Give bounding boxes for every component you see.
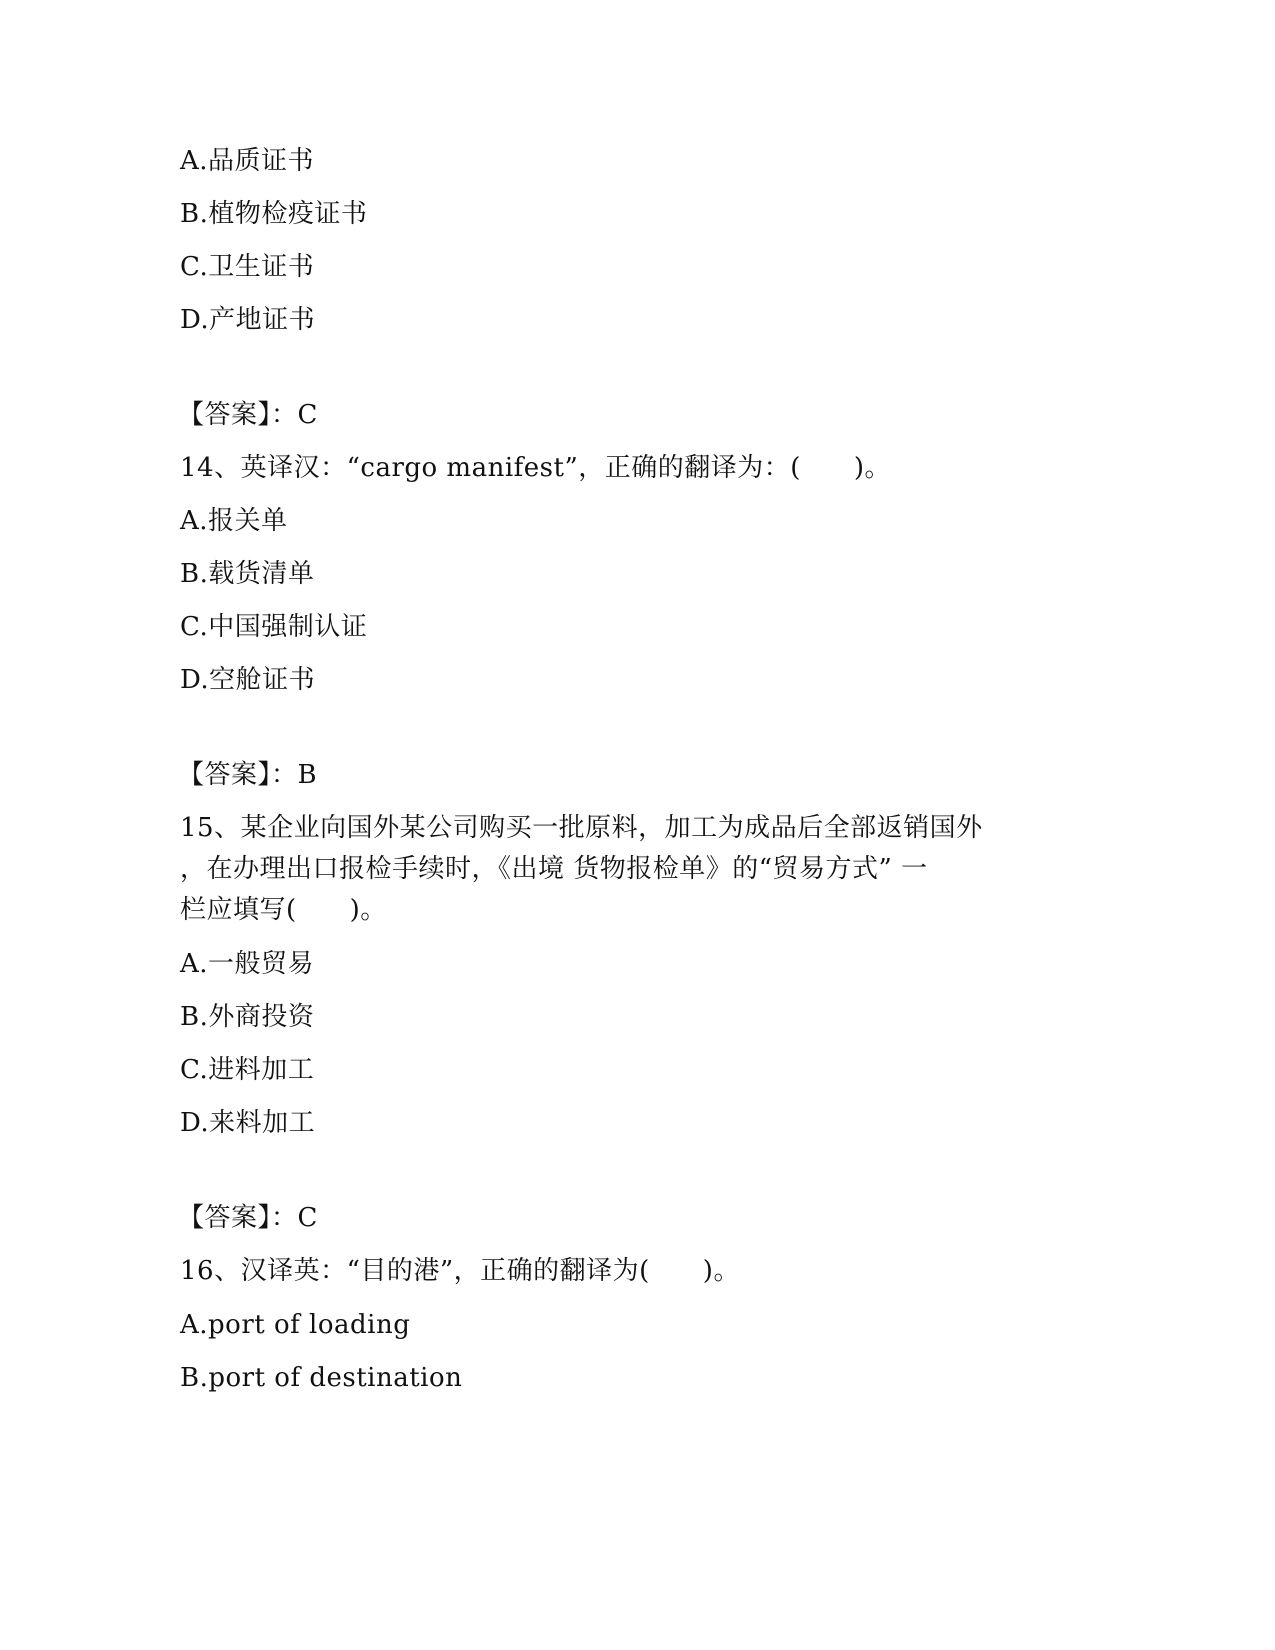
q14-question: 14、英译汉：“cargo manifest”，正确的翻译为：( )。 — [180, 453, 892, 483]
q15-question-line-2: ，在办理出口报检手续时，《出境 货物报检单》的“贸易方式” 一 — [180, 854, 928, 884]
q16-question: 16、汉译英：“目的港”，正确的翻译为( )。 — [180, 1256, 740, 1286]
q14-option-b: B.载货清单 — [180, 559, 315, 589]
q15-option-b: B.外商投资 — [180, 1002, 315, 1032]
q15-option-c: C.进料加工 — [180, 1055, 315, 1085]
q13-option-c: C.卫生证书 — [180, 252, 315, 282]
q16-option-a: A.port of loading — [180, 1310, 411, 1340]
q15-option-a: A.一般贸易 — [180, 949, 315, 979]
q14-option-d: D.空舱证书 — [180, 665, 316, 695]
q13-option-d: D.产地证书 — [180, 305, 316, 335]
q13-answer: 【答案】：C — [178, 400, 318, 430]
q13-option-b: B.植物检疫证书 — [180, 199, 368, 229]
q15-question-line-1: 15、某企业向国外某公司购买一批原料，加工为成品后全部返销国外 — [180, 813, 983, 843]
q14-option-a: A.报关单 — [180, 506, 288, 536]
q15-question-line-3: 栏应填写( )。 — [180, 895, 387, 925]
q15-option-d: D.来料加工 — [180, 1108, 316, 1138]
q15-answer: 【答案】：C — [178, 1203, 318, 1233]
q14-answer: 【答案】：B — [178, 760, 318, 790]
q13-option-a: A.品质证书 — [180, 146, 315, 176]
q16-option-b: B.port of destination — [180, 1363, 463, 1393]
q14-option-c: C.中国强制认证 — [180, 612, 368, 642]
